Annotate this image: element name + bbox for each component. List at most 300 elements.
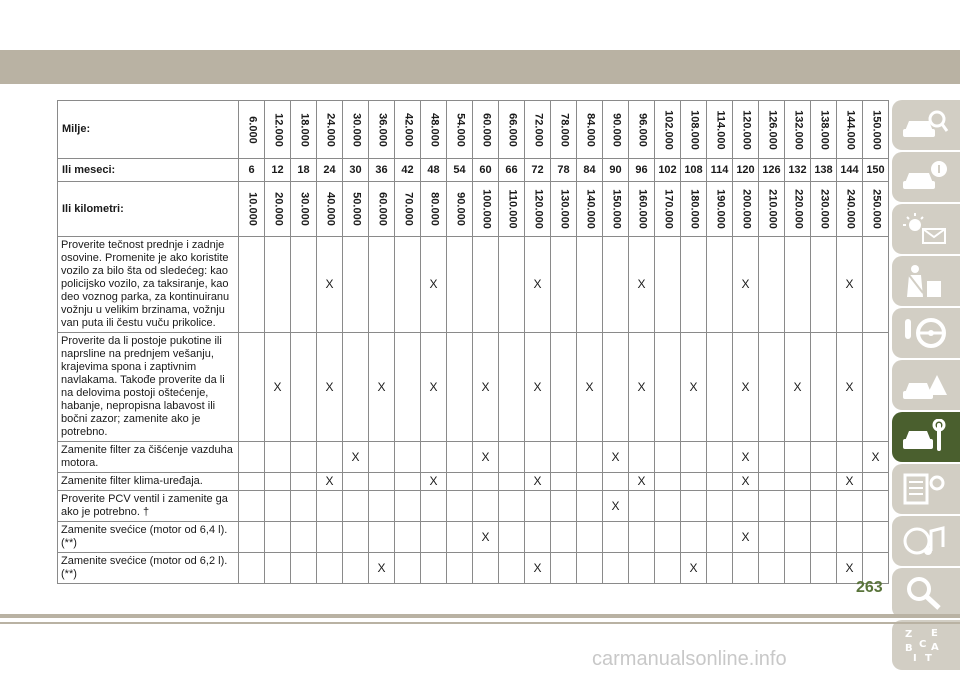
km-row-value: 250.000 — [870, 189, 882, 229]
service-mark — [395, 473, 421, 491]
miles-row-value: 96.000 — [636, 112, 648, 147]
service-mark — [317, 491, 343, 522]
months-row-cell: 84 — [577, 159, 603, 182]
km-row-value: 100.000 — [480, 189, 492, 229]
service-mark — [707, 522, 733, 553]
km-row-value: 200.000 — [740, 189, 752, 229]
km-row-cell — [395, 182, 421, 237]
service-mark — [577, 522, 603, 553]
km-row-value: 150.000 — [610, 189, 622, 229]
service-mark — [759, 491, 785, 522]
service-mark — [447, 333, 473, 442]
miles-row-cell — [499, 101, 525, 159]
service-mark — [551, 473, 577, 491]
months-row-cell: 72 — [525, 159, 551, 182]
service-mark — [447, 522, 473, 553]
bottom-rule — [0, 614, 960, 618]
service-mark: X — [473, 522, 499, 553]
chapter-tab[interactable] — [892, 256, 960, 306]
service-mark: X — [733, 522, 759, 553]
maintenance-schedule-table — [57, 100, 889, 584]
miles-row-value: 90.000 — [610, 112, 622, 147]
km-row-value: 210.000 — [766, 189, 778, 229]
chapter-tab[interactable] — [892, 360, 960, 410]
service-row — [58, 522, 889, 553]
service-mark — [265, 237, 291, 333]
service-mark — [447, 473, 473, 491]
months-row-cell: 132 — [785, 159, 811, 182]
service-mark — [239, 553, 265, 584]
service-mark — [395, 237, 421, 333]
miles-row-value: 138.000 — [818, 109, 830, 150]
service-description: Zamenite filter za čišćenje vazduha motora. — [58, 442, 239, 473]
service-mark — [577, 442, 603, 473]
km-row-cell — [733, 182, 759, 237]
service-mark: X — [603, 491, 629, 522]
miles-row-cell — [863, 101, 889, 159]
service-description: Proverite PCV ventil i zamenite ga ako je potrebno. † — [58, 491, 239, 522]
service-mark — [343, 237, 369, 333]
service-mark — [785, 237, 811, 333]
service-mark — [655, 442, 681, 473]
months-row-cell: 90 — [603, 159, 629, 182]
miles-row-value: 108.000 — [688, 109, 700, 150]
service-mark: X — [473, 333, 499, 442]
svg-text:E: E — [931, 628, 938, 639]
service-mark — [707, 333, 733, 442]
service-mark — [733, 553, 759, 584]
service-mark — [473, 473, 499, 491]
service-mark: X — [317, 473, 343, 491]
service-mark — [291, 333, 317, 442]
service-mark: X — [733, 473, 759, 491]
service-row — [58, 237, 889, 333]
miles-row-value: 144.000 — [844, 109, 856, 150]
service-mark — [265, 442, 291, 473]
service-mark — [551, 522, 577, 553]
chapter-tab[interactable] — [892, 100, 960, 150]
service-mark — [811, 442, 837, 473]
service-mark — [525, 491, 551, 522]
km-row-cell — [811, 182, 837, 237]
months-row-cell: 48 — [421, 159, 447, 182]
months-row-cell: 18 — [291, 159, 317, 182]
service-mark — [343, 333, 369, 442]
service-mark — [707, 442, 733, 473]
km-row-value: 110.000 — [506, 189, 518, 229]
service-mark — [525, 442, 551, 473]
miles-row-cell — [629, 101, 655, 159]
chapter-tab[interactable] — [892, 568, 960, 618]
service-mark — [239, 237, 265, 333]
service-mark — [785, 442, 811, 473]
service-mark: X — [317, 237, 343, 333]
km-row-cell — [577, 182, 603, 237]
service-mark — [317, 553, 343, 584]
km-row-cell — [291, 182, 317, 237]
miles-row-cell — [785, 101, 811, 159]
service-mark — [369, 522, 395, 553]
miles-row-cell — [603, 101, 629, 159]
service-mark — [239, 333, 265, 442]
months-row-cell: 30 — [343, 159, 369, 182]
service-mark — [499, 442, 525, 473]
service-mark — [395, 442, 421, 473]
service-mark: X — [733, 442, 759, 473]
service-mark — [759, 333, 785, 442]
service-mark — [395, 522, 421, 553]
miles-row-cell — [681, 101, 707, 159]
service-mark — [499, 553, 525, 584]
service-mark — [239, 473, 265, 491]
miles-row-value: 66.000 — [506, 112, 518, 147]
service-mark — [343, 553, 369, 584]
service-mark: X — [681, 553, 707, 584]
service-mark — [603, 237, 629, 333]
miles-row-value: 6.000 — [246, 115, 258, 144]
svg-text:C: C — [919, 639, 927, 650]
service-mark: X — [603, 442, 629, 473]
service-mark — [811, 473, 837, 491]
service-mark: X — [525, 237, 551, 333]
chapter-tab[interactable] — [892, 516, 960, 566]
service-mark — [395, 553, 421, 584]
service-mark — [707, 237, 733, 333]
service-mark — [603, 333, 629, 442]
service-mark: X — [525, 333, 551, 442]
miles-row-cell — [733, 101, 759, 159]
service-mark — [265, 553, 291, 584]
km-row-cell — [473, 182, 499, 237]
service-row — [58, 442, 889, 473]
km-row-value: 180.000 — [688, 189, 700, 229]
miles-row-cell — [317, 101, 343, 159]
km-row-cell — [343, 182, 369, 237]
service-mark — [551, 442, 577, 473]
miles-row-cell — [239, 101, 265, 159]
miles-row-cell — [421, 101, 447, 159]
service-mark — [291, 473, 317, 491]
service-mark: X — [525, 553, 551, 584]
service-row — [58, 553, 889, 584]
chapter-tab[interactable] — [892, 464, 960, 514]
service-mark: X — [837, 473, 863, 491]
service-mark — [629, 553, 655, 584]
miles-row-value: 60.000 — [480, 112, 492, 147]
service-mark — [759, 473, 785, 491]
service-description: Zamenite filter klima-uređaja. — [58, 473, 239, 491]
miles-row-cell — [577, 101, 603, 159]
service-mark: X — [525, 473, 551, 491]
months-row-cell: 120 — [733, 159, 759, 182]
watermark: carmanualsonline.info — [592, 648, 787, 670]
miles-row-value: 132.000 — [792, 109, 804, 150]
service-mark — [785, 473, 811, 491]
km-row-cell — [629, 182, 655, 237]
miles-row-value: 72.000 — [532, 112, 544, 147]
km-row-value: 240.000 — [844, 189, 856, 229]
service-mark — [239, 491, 265, 522]
miles-row-value: 78.000 — [558, 112, 570, 147]
service-mark: X — [369, 333, 395, 442]
km-row-label: Ili kilometri: — [58, 182, 239, 237]
km-row-cell — [863, 182, 889, 237]
service-mark — [655, 553, 681, 584]
months-row-cell: 102 — [655, 159, 681, 182]
months-row-label: Ili meseci: — [58, 159, 239, 182]
miles-row-value: 126.000 — [766, 109, 778, 150]
service-mark: X — [733, 333, 759, 442]
service-mark — [525, 522, 551, 553]
service-mark: X — [837, 553, 863, 584]
service-mark — [551, 553, 577, 584]
service-description: Zamenite svećice (motor od 6,4 l). (**) — [58, 522, 239, 553]
service-mark: X — [343, 442, 369, 473]
km-row-cell — [525, 182, 551, 237]
chapter-tab[interactable] — [892, 152, 960, 202]
service-mark — [811, 553, 837, 584]
km-row-value: 170.000 — [662, 189, 674, 229]
miles-row-value: 42.000 — [402, 112, 414, 147]
service-mark — [551, 491, 577, 522]
service-mark — [551, 237, 577, 333]
service-mark — [317, 442, 343, 473]
service-mark — [811, 491, 837, 522]
service-mark — [369, 442, 395, 473]
service-mark — [603, 522, 629, 553]
km-row-value: 90.000 — [454, 192, 466, 226]
service-mark: X — [785, 333, 811, 442]
miles-row-value: 12.000 — [272, 112, 284, 147]
service-mark: X — [837, 333, 863, 442]
months-row-cell: 6 — [239, 159, 265, 182]
months-row — [58, 159, 889, 182]
service-mark — [785, 553, 811, 584]
miles-row-cell — [265, 101, 291, 159]
service-mark — [863, 237, 889, 333]
miles-row-value: 114.000 — [714, 109, 726, 150]
km-row-value: 20.000 — [272, 192, 284, 226]
svg-text:Z: Z — [905, 629, 913, 640]
svg-text:T: T — [925, 653, 932, 663]
service-mark: X — [863, 442, 889, 473]
miles-row — [58, 101, 889, 159]
months-row-cell: 12 — [265, 159, 291, 182]
miles-row-cell — [525, 101, 551, 159]
miles-row-value: 24.000 — [324, 112, 336, 147]
service-mark — [317, 522, 343, 553]
service-mark — [421, 442, 447, 473]
service-mark — [681, 491, 707, 522]
service-mark: X — [369, 553, 395, 584]
service-mark — [681, 237, 707, 333]
service-mark — [655, 333, 681, 442]
service-mark — [291, 553, 317, 584]
service-mark: X — [421, 473, 447, 491]
km-row-cell — [421, 182, 447, 237]
service-mark — [837, 442, 863, 473]
service-mark — [603, 473, 629, 491]
service-mark — [369, 237, 395, 333]
months-row-cell: 138 — [811, 159, 837, 182]
service-mark — [629, 522, 655, 553]
months-row-cell: 60 — [473, 159, 499, 182]
chapter-tab[interactable] — [892, 204, 960, 254]
km-row-cell — [551, 182, 577, 237]
miles-row-cell — [759, 101, 785, 159]
chapter-tab[interactable] — [892, 308, 960, 358]
km-row-value: 40.000 — [324, 192, 336, 226]
service-mark — [473, 491, 499, 522]
service-mark — [629, 442, 655, 473]
km-row-value: 190.000 — [714, 189, 726, 229]
service-mark — [629, 491, 655, 522]
service-mark — [681, 473, 707, 491]
service-mark — [265, 522, 291, 553]
service-mark — [707, 553, 733, 584]
km-row-cell — [707, 182, 733, 237]
service-mark — [577, 473, 603, 491]
km-row — [58, 182, 889, 237]
km-row-cell — [655, 182, 681, 237]
service-mark — [863, 473, 889, 491]
service-mark: X — [681, 333, 707, 442]
months-row-cell: 144 — [837, 159, 863, 182]
service-mark — [785, 522, 811, 553]
km-row-cell — [239, 182, 265, 237]
service-mark: X — [473, 442, 499, 473]
km-row-cell — [681, 182, 707, 237]
miles-row-value: 36.000 — [376, 112, 388, 147]
service-mark — [343, 522, 369, 553]
service-mark — [577, 237, 603, 333]
service-mark — [343, 491, 369, 522]
service-row — [58, 473, 889, 491]
service-mark — [291, 442, 317, 473]
miles-row-cell — [447, 101, 473, 159]
miles-row-value: 102.000 — [662, 109, 674, 150]
service-mark — [265, 491, 291, 522]
service-mark — [447, 491, 473, 522]
service-mark — [837, 522, 863, 553]
months-row-cell: 78 — [551, 159, 577, 182]
km-row-cell — [369, 182, 395, 237]
service-mark — [499, 237, 525, 333]
months-row-cell: 36 — [369, 159, 395, 182]
service-mark — [655, 473, 681, 491]
svg-text:B: B — [905, 643, 913, 654]
months-row-cell: 66 — [499, 159, 525, 182]
service-mark — [265, 473, 291, 491]
miles-row-value: 120.000 — [740, 109, 752, 150]
service-mark — [759, 237, 785, 333]
km-row-cell — [759, 182, 785, 237]
page-number: 263 — [856, 579, 883, 596]
km-row-cell — [265, 182, 291, 237]
bottom-rule-thin — [0, 622, 960, 624]
service-mark — [239, 522, 265, 553]
km-row-cell — [603, 182, 629, 237]
service-mark: X — [629, 237, 655, 333]
miles-row-cell — [811, 101, 837, 159]
service-mark: X — [265, 333, 291, 442]
km-row-value: 70.000 — [402, 192, 414, 226]
miles-row-value: 54.000 — [454, 112, 466, 147]
service-mark — [551, 333, 577, 442]
miles-row-cell — [395, 101, 421, 159]
service-mark — [369, 491, 395, 522]
miles-row-cell — [369, 101, 395, 159]
miles-row-value: 150.000 — [870, 109, 882, 150]
km-row-value: 120.000 — [532, 189, 544, 229]
service-mark — [473, 553, 499, 584]
km-row-value: 130.000 — [558, 189, 570, 229]
service-mark — [499, 333, 525, 442]
km-row-cell — [447, 182, 473, 237]
months-row-cell: 150 — [863, 159, 889, 182]
service-mark — [863, 333, 889, 442]
km-row-value: 220.000 — [792, 189, 804, 229]
chapter-tab[interactable] — [892, 620, 960, 670]
service-mark — [863, 522, 889, 553]
service-row — [58, 491, 889, 522]
miles-row-value: 48.000 — [428, 112, 440, 147]
months-row-cell: 114 — [707, 159, 733, 182]
service-mark — [785, 491, 811, 522]
months-row-cell: 108 — [681, 159, 707, 182]
service-description: Proverite da li postoje pukotine ili naprsline na prednjem vešanju, krajevima spona i zaptivnim navlakama. Takođe proverite da li na delovima postoji oštećenje, habanje, nepropisna labavost ili bočni zazor; zamenite ako je potrebno. — [58, 333, 239, 442]
miles-row-cell — [291, 101, 317, 159]
service-description: Proverite tečnost prednje i zadnje osovine. Promenite je ako koristite vozilo za bilo šta od sledećeg: kao policijsko vozilo, za taksiranje, kao deo voznog parka, za kontinuiranu vožnju u velikim brzinama, vožnju van puta ili čestu vuču prikolice. — [58, 237, 239, 333]
miles-row-cell — [655, 101, 681, 159]
km-row-value: 10.000 — [246, 192, 258, 226]
service-mark: X — [629, 473, 655, 491]
miles-row-value: 18.000 — [298, 112, 310, 147]
km-row-value: 50.000 — [350, 192, 362, 226]
service-mark — [291, 522, 317, 553]
service-mark — [239, 442, 265, 473]
service-mark — [577, 491, 603, 522]
service-mark — [655, 237, 681, 333]
months-row-cell: 24 — [317, 159, 343, 182]
km-row-value: 80.000 — [428, 192, 440, 226]
service-mark — [499, 473, 525, 491]
km-row-cell — [499, 182, 525, 237]
service-mark — [291, 237, 317, 333]
service-mark — [369, 473, 395, 491]
service-mark — [499, 491, 525, 522]
service-mark — [421, 491, 447, 522]
service-mark: X — [317, 333, 343, 442]
svg-text:A: A — [931, 642, 939, 653]
service-mark — [811, 333, 837, 442]
service-mark — [603, 553, 629, 584]
km-row-value: 160.000 — [636, 189, 648, 229]
months-row-cell: 42 — [395, 159, 421, 182]
service-mark — [863, 491, 889, 522]
service-mark — [707, 473, 733, 491]
service-mark — [577, 553, 603, 584]
service-mark — [733, 491, 759, 522]
miles-row-label: Milje: — [58, 101, 239, 159]
km-row-value: 30.000 — [298, 192, 310, 226]
miles-row-cell — [551, 101, 577, 159]
miles-row-value: 30.000 — [350, 112, 362, 147]
miles-row-cell — [837, 101, 863, 159]
service-mark — [473, 237, 499, 333]
chapter-tab[interactable] — [892, 412, 960, 462]
months-row-cell: 54 — [447, 159, 473, 182]
